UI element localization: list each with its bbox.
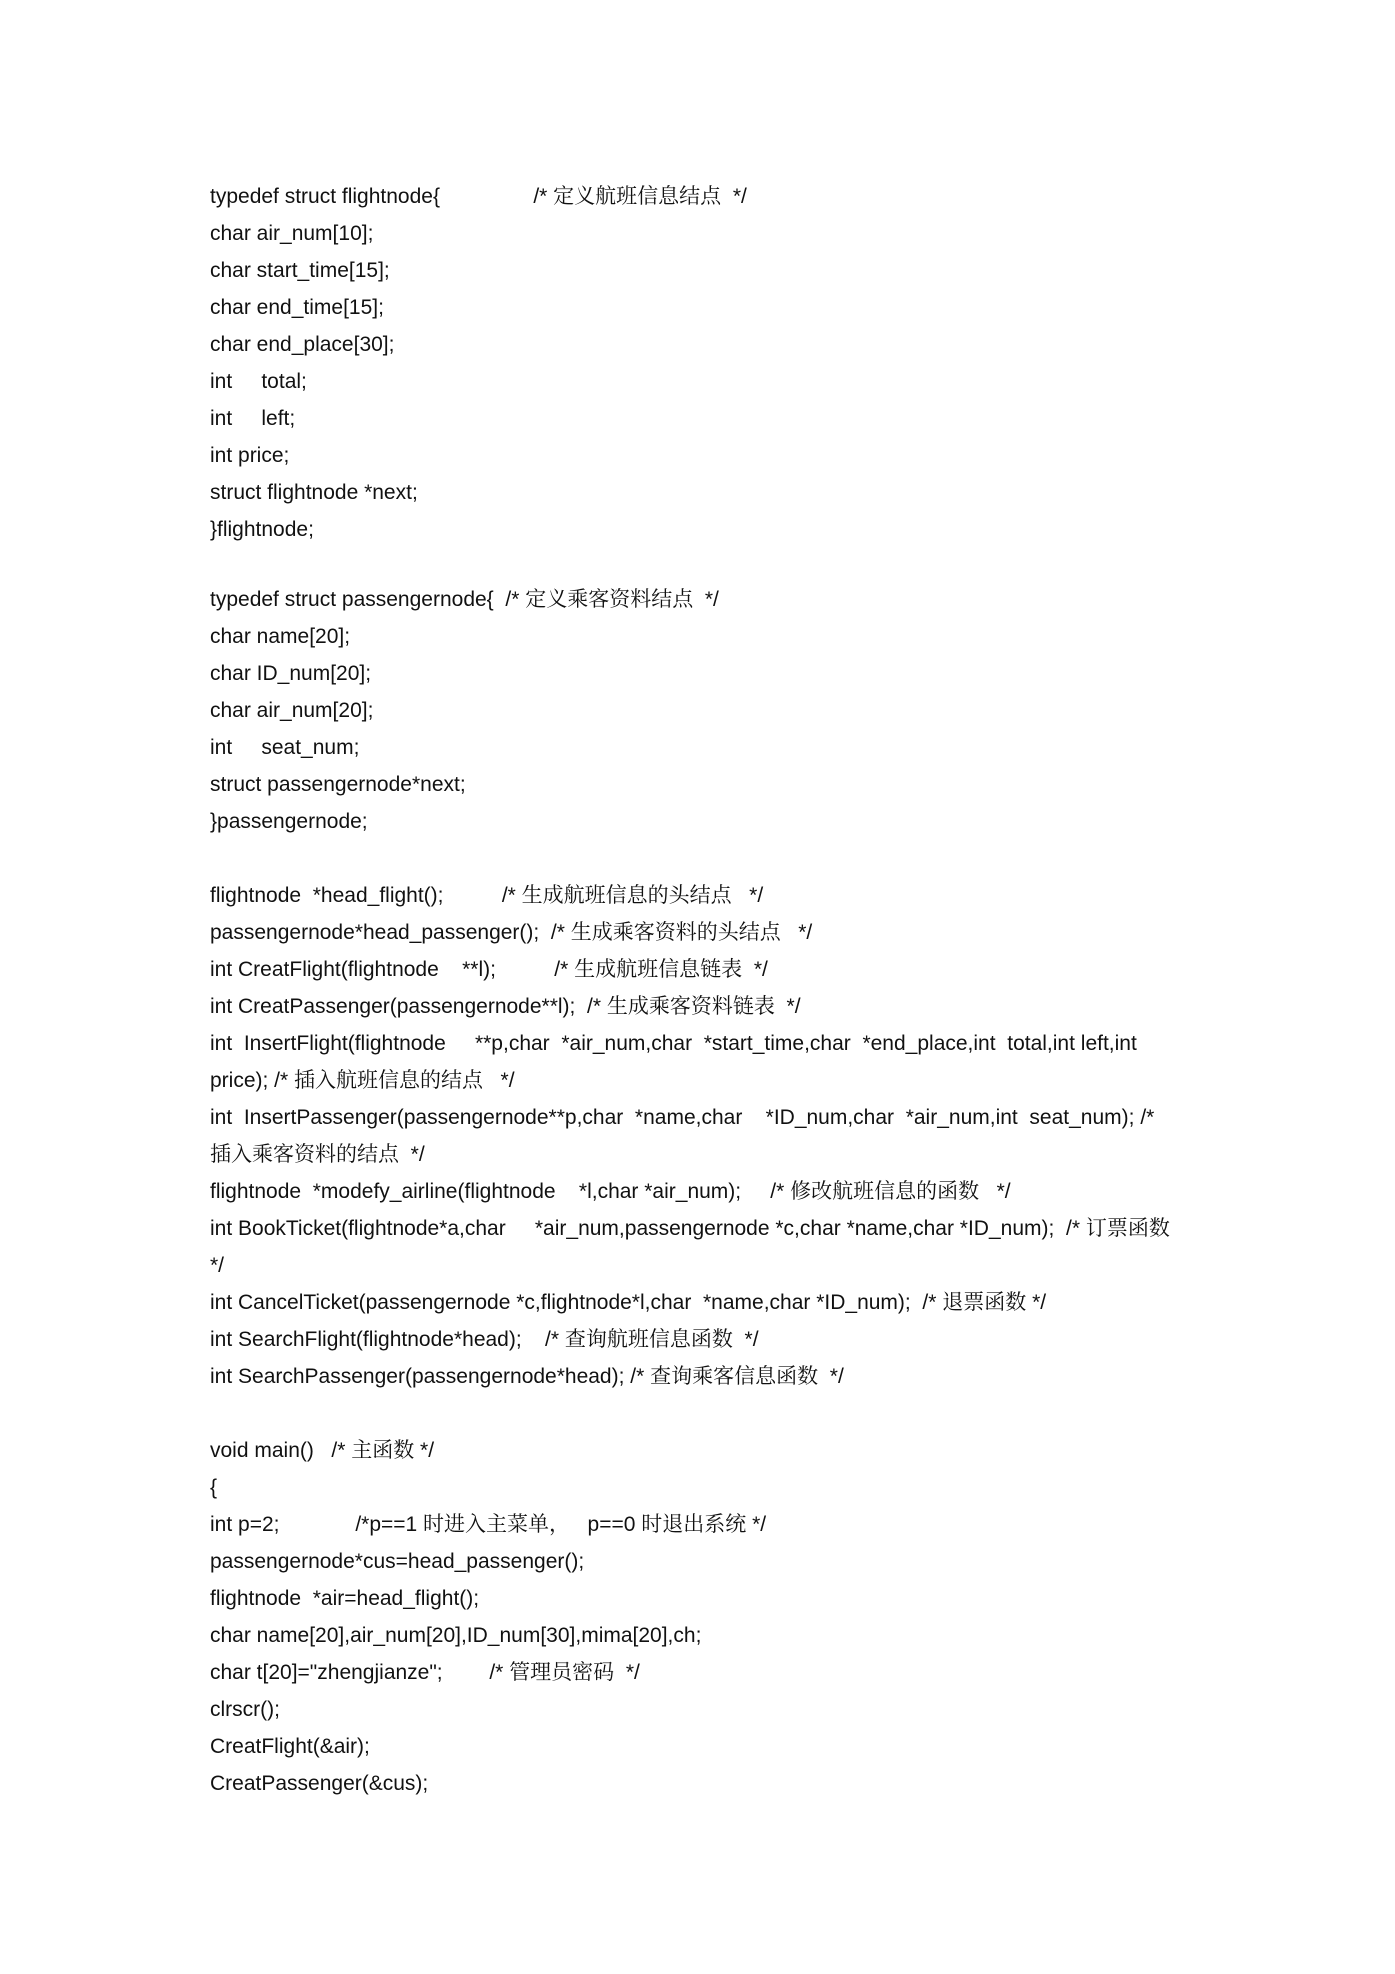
code-line: CreatFlight(&air); [210, 1735, 370, 1758]
code-line: char start_time[15]; [210, 259, 390, 282]
code-line: flightnode *modefy_airline(flightnode *l,char *air_num); /* 修改航班信息的函数 */ [210, 1180, 1011, 1203]
code-line: int SearchFlight(flightnode*head); /* 查询航班信息函数 */ [210, 1328, 759, 1351]
code-line: typedef struct flightnode{ /* 定义航班信息结点 */ [210, 185, 747, 208]
code-line: clrscr(); [210, 1698, 280, 1721]
code-listing [210, 178, 1180, 1802]
code-line: int BookTicket(flightnode*a,char *air_num,passengernode *c,char *name,char *ID_num); /* 订票函数 */ [210, 1217, 1176, 1277]
code-line: int InsertPassenger(passengernode**p,char *name,char *ID_num,char *air_num,int seat_num); /* 插入乘客资料的结点 */ [210, 1106, 1161, 1166]
code-line: { [210, 1476, 218, 1499]
code-line: int seat_num; [210, 736, 360, 759]
code-line: struct passengernode*next; [210, 773, 466, 796]
blank-line [210, 548, 1180, 581]
code-line: char ID_num[20]; [210, 662, 372, 685]
code-line: int price; [210, 444, 290, 467]
code-line: int CreatPassenger(passengernode**l); /* 生成乘客资料链表 */ [210, 995, 801, 1018]
code-line: char air_num[10]; [210, 222, 374, 245]
code-line: int SearchPassenger(passengernode*head); /* 查询乘客信息函数 */ [210, 1365, 844, 1388]
code-line: }passengernode; [210, 810, 368, 833]
code-line: int CreatFlight(flightnode **l); /* 生成航班信息链表 */ [210, 958, 768, 981]
code-line: flightnode *air=head_flight(); [210, 1587, 480, 1610]
code-line: char name[20]; [210, 625, 351, 648]
code-line: char end_time[15]; [210, 296, 384, 319]
code-line: struct flightnode *next; [210, 481, 418, 504]
code-line: char t[20]="zhengjianze"; /* 管理员密码 */ [210, 1661, 640, 1684]
blank-line [210, 840, 1180, 877]
code-line: flightnode *head_flight(); /* 生成航班信息的头结点 */ [210, 884, 764, 907]
code-line: int InsertFlight(flightnode **p,char *air_num,char *start_time,char *end_place,int total,int left,int price); /* 插入航班信息的结点 */ [210, 1032, 1143, 1092]
code-line: int left; [210, 407, 296, 430]
code-line: void main() /* 主函数 */ [210, 1439, 435, 1462]
code-line: char air_num[20]; [210, 699, 374, 722]
code-line: typedef struct passengernode{ /* 定义乘客资料结点 */ [210, 588, 719, 611]
code-line: int p=2; /*p==1 时进入主菜单， p==0 时退出系统 */ [210, 1513, 767, 1536]
code-line: passengernode*head_passenger(); /* 生成乘客资料的头结点 */ [210, 921, 813, 944]
blank-line [210, 1395, 1180, 1432]
code-line: passengernode*cus=head_passenger(); [210, 1550, 585, 1573]
code-line: char name[20],air_num[20],ID_num[30],mima[20],ch; [210, 1624, 702, 1647]
code-line: char end_place[30]; [210, 333, 395, 356]
code-line: int CancelTicket(passengernode *c,flightnode*l,char *name,char *ID_num); /* 退票函数 */ [210, 1291, 1047, 1314]
code-line: int total; [210, 370, 307, 393]
code-line: }flightnode; [210, 518, 314, 541]
code-line: CreatPassenger(&cus); [210, 1772, 429, 1795]
